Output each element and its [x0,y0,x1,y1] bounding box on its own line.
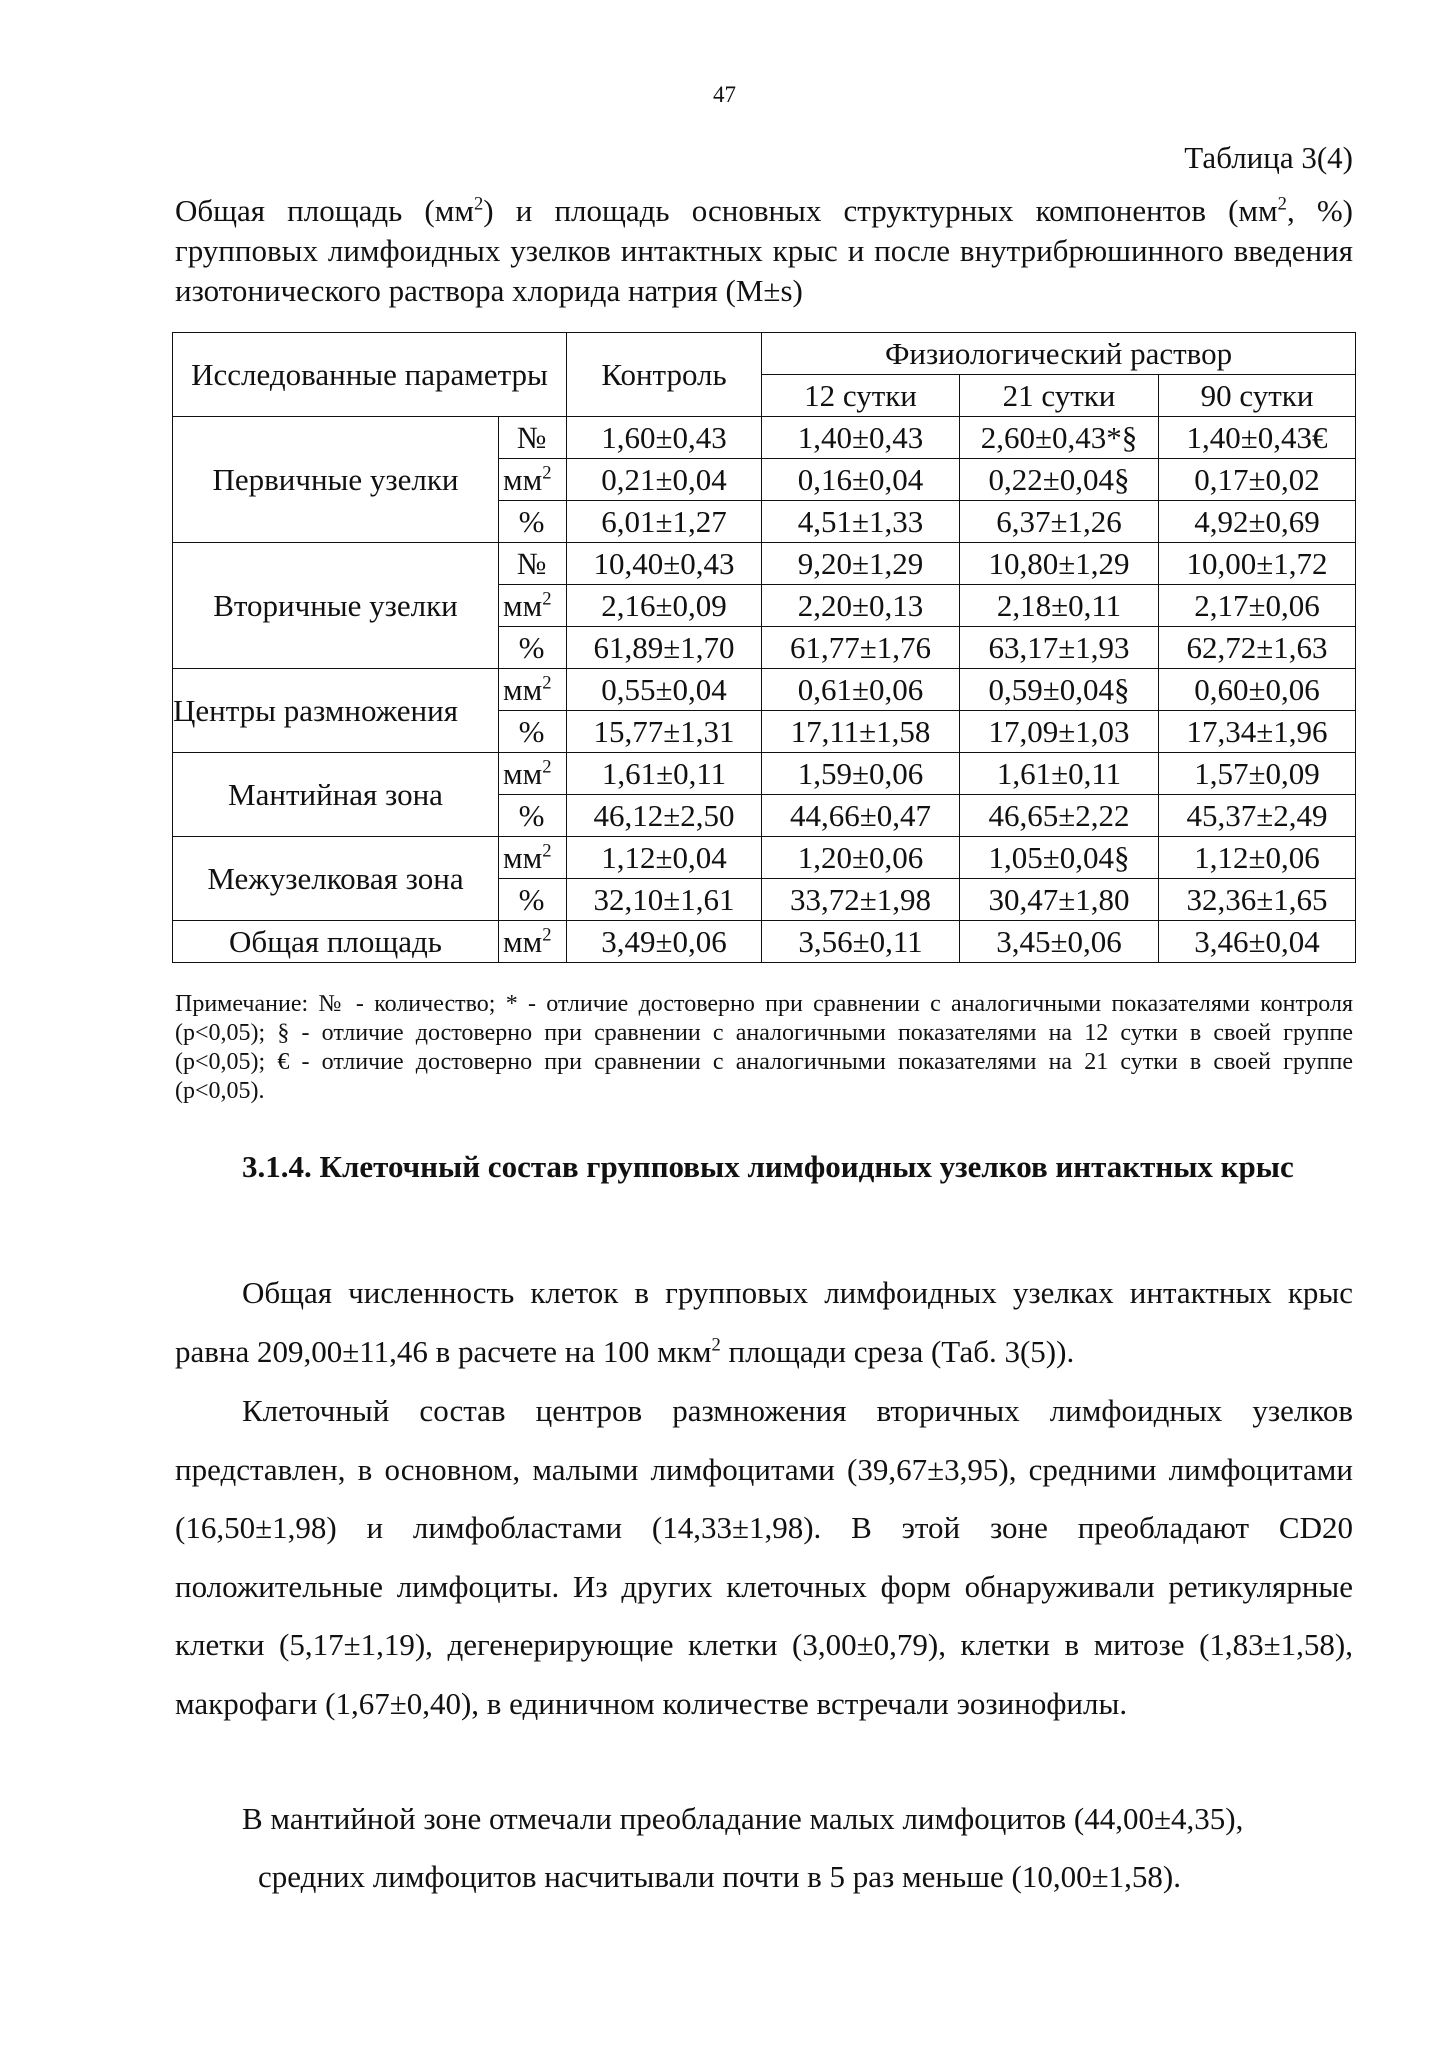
unit-count: № [499,543,567,585]
table-cell: 3,45±0,06 [960,921,1159,963]
table-cell: 17,34±1,96 [1159,711,1356,753]
unit-mm2 [499,837,567,879]
paragraph-text-1: Общая численность клеток в групповых лимфоидных узелках интактных крыс равна 209,00±11,46 в расчете на 100 мкм [175,1275,1353,1369]
unit-superscript: 2 [542,840,552,862]
caption-text-1: Общая площадь (мм [175,193,474,228]
table-cell: 1,20±0,06 [762,837,960,879]
table-cell: 1,40±0,43€ [1159,417,1356,459]
page-number: 47 [713,82,736,107]
unit-percent: % [499,711,567,753]
table-cell: 63,17±1,93 [960,627,1159,669]
table-row [173,837,1356,879]
table-cell: 2,60±0,43*§ [960,417,1159,459]
data-table [172,332,1356,963]
table-cell: 0,16±0,04 [762,459,960,501]
table-cell: 2,16±0,09 [567,585,762,627]
table-cell: 2,20±0,13 [762,585,960,627]
header-control: Контроль [567,333,762,417]
table-cell: 17,09±1,03 [960,711,1159,753]
table-cell: 1,12±0,06 [1159,837,1356,879]
unit-mm: мм [503,461,543,497]
header-group: Физиологический раствор [762,333,1356,375]
group-label-mantle: Мантийная зона [173,753,499,837]
unit-mm2 [499,459,567,501]
table-cell: 1,05±0,04§ [960,837,1159,879]
unit-count: № [499,417,567,459]
table-header-row [173,333,1356,375]
table-row [173,753,1356,795]
table-cell: 45,37±2,49 [1159,795,1356,837]
table-cell: 1,57±0,09 [1159,753,1356,795]
table-cell: 0,55±0,04 [567,669,762,711]
table-cell: 46,12±2,50 [567,795,762,837]
paragraph-mantle-line-2: средних лимфоцитов насчитывали почти в 5 раз меньше (10,00±1,58). [258,1859,1181,1894]
table-cell: 1,60±0,43 [567,417,762,459]
paragraph-mantle-line-1: В мантийной зоне отмечали преобладание малых лимфоцитов (44,00±4,35), [242,1801,1244,1836]
table-cell: 1,40±0,43 [762,417,960,459]
table-cell: 1,61±0,11 [960,753,1159,795]
paragraph-text-2: площади среза (Таб. 3(5)). [720,1333,1075,1369]
unit-mm2 [499,669,567,711]
table-cell: 0,21±0,04 [567,459,762,501]
table-cell: 4,51±1,33 [762,501,960,543]
unit-percent: % [499,501,567,543]
table-cell: 2,17±0,06 [1159,585,1356,627]
table-cell: 1,61±0,11 [567,753,762,795]
table-cell: 33,72±1,98 [762,879,960,921]
table-cell: 30,47±1,80 [960,879,1159,921]
table-cell: 61,77±1,76 [762,627,960,669]
table-cell: 1,59±0,06 [762,753,960,795]
header-day-12: 12 сутки [762,375,960,417]
caption-superscript-1: 2 [473,193,484,215]
table-caption [175,191,1353,311]
group-label-primary: Первичные узелки [173,417,499,543]
table-cell: 17,11±1,58 [762,711,960,753]
table-cell: 1,12±0,04 [567,837,762,879]
unit-percent: % [499,627,567,669]
unit-mm: мм [503,587,543,623]
table-cell: 0,60±0,06 [1159,669,1356,711]
unit-superscript: 2 [542,924,552,946]
table-cell: 10,40±0,43 [567,543,762,585]
unit-mm2 [499,753,567,795]
table-cell: 2,18±0,11 [960,585,1159,627]
unit-percent: % [499,795,567,837]
unit-mm: мм [503,755,543,791]
paragraph-germinal-centers: Клеточный состав центров размножения вторичных лимфоидных узелков представлен, в основном, малыми лимфоцитами (39,67±3,95), средними лимфоцитами (16,50±1,98) и лимфобластами (14,33±1,98). В этой зоне преобладают CD20 положительные лимфоциты. Из других клеточных форм обнаруживали ретикулярные клетки (5,17±1,19), дегенерирующие клетки (3,00±0,79), клетки в митозе (1,83±1,58), макрофаги (1,67±0,40), в единичном количестве встречали эозинофилы. [175,1393,1353,1721]
header-day-21: 21 сутки [960,375,1159,417]
table-cell: 62,72±1,63 [1159,627,1356,669]
table-cell: 32,36±1,65 [1159,879,1356,921]
unit-percent: % [499,879,567,921]
table-note: Примечание: № - количество; * - отличие достоверно при сравнении с аналогичными показателями контроля (p<0,05); § - отличие достоверно при сравнении с аналогичными показателями на 12 сутки в своей группе (p<0,05); € - отличие достоверно при сравнении с аналогичными показателями на 21 сутки в своей группе (p<0,05). [175,991,1353,1104]
caption-text-3: , %) групповых лимфоидных узелков интактных крыс и после внутрибрюшинного введения изотонического раствора хлорида натрия (M±s) [175,193,1353,308]
table-cell: 6,01±1,27 [567,501,762,543]
unit-mm2 [499,921,567,963]
unit-superscript: 2 [542,462,552,484]
unit-mm: мм [503,923,543,959]
table-cell: 0,17±0,02 [1159,459,1356,501]
table-cell: 32,10±1,61 [567,879,762,921]
table-cell: 15,77±1,31 [567,711,762,753]
table-row [173,921,1356,963]
table-row [173,543,1356,585]
header-day-90: 90 сутки [1159,375,1356,417]
section-heading: 3.1.4. Клеточный состав групповых лимфоидных узелков интактных крыс [242,1149,1294,1184]
table-row [173,417,1356,459]
header-params [173,333,567,417]
table-cell: 3,56±0,11 [762,921,960,963]
group-label-total: Общая площадь [173,921,499,963]
table-row [173,669,1356,711]
unit-superscript: 2 [542,588,552,610]
table-cell: 44,66±0,47 [762,795,960,837]
table-cell: 6,37±1,26 [960,501,1159,543]
table-label: Таблица 3(4) [1184,140,1353,175]
table-cell: 0,59±0,04§ [960,669,1159,711]
unit-mm: мм [503,839,543,875]
unit-mm: мм [503,671,543,707]
group-label-centers: Центры размножения [173,669,499,753]
paragraph-cell-count [175,1264,1353,1381]
caption-superscript-2: 2 [1277,193,1287,215]
table-cell: 0,61±0,06 [762,669,960,711]
table-cell: 46,65±2,22 [960,795,1159,837]
caption-text-2: ) и площадь основных структурных компонентов (мм [483,193,1278,228]
table-cell: 0,22±0,04§ [960,459,1159,501]
table-cell: 61,89±1,70 [567,627,762,669]
table-cell: 9,20±1,29 [762,543,960,585]
table-cell: 10,80±1,29 [960,543,1159,585]
table-cell: 10,00±1,72 [1159,543,1356,585]
unit-superscript: 2 [542,672,552,694]
table-cell: 4,92±0,69 [1159,501,1356,543]
table-cell: 3,46±0,04 [1159,921,1356,963]
header-params-label: Исследованные параметры [191,356,548,392]
paragraph-superscript: 2 [711,1334,721,1356]
group-label-secondary: Вторичные узелки [173,543,499,669]
table-cell: 3,49±0,06 [567,921,762,963]
unit-superscript: 2 [542,756,552,778]
group-label-internodular: Межузелковая зона [173,837,499,921]
unit-mm2 [499,585,567,627]
